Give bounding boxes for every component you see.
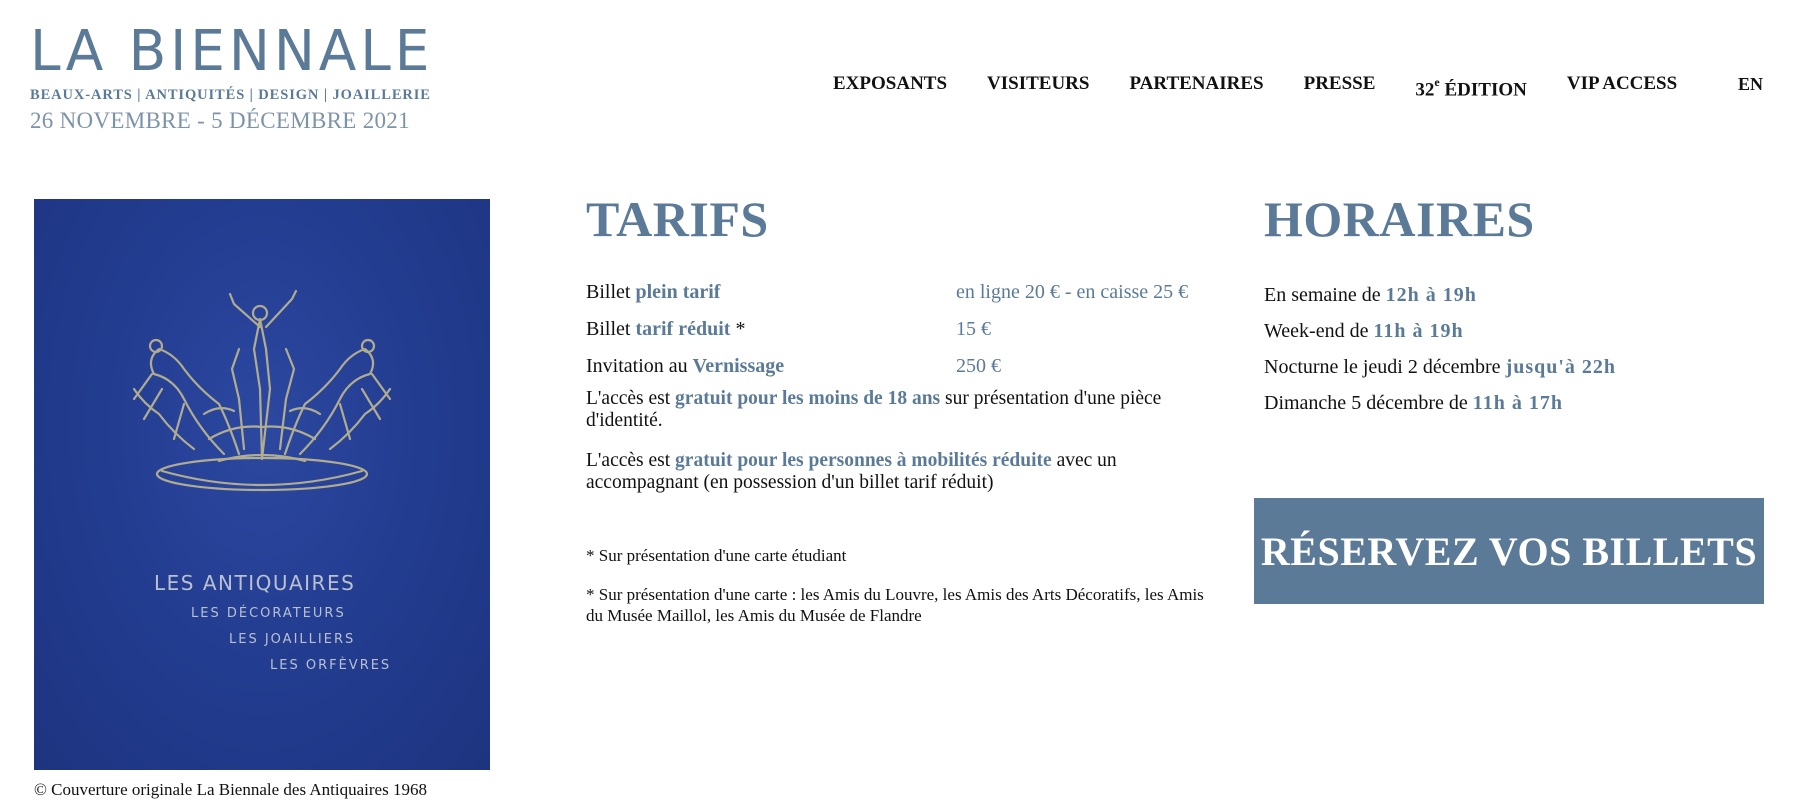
tarif-price: 250 €	[956, 355, 1001, 377]
tarif-prefix: Billet	[586, 281, 636, 303]
logo-title: LA BIENNALE	[30, 19, 434, 84]
note-student: * Sur présentation d'une carte étudiant	[586, 546, 847, 565]
cover-image	[34, 199, 490, 770]
hours-time: jusqu'à 22h	[1505, 356, 1617, 378]
para-suffix: sur présentation d'une pièce d'identité.	[586, 388, 1162, 431]
tarif-price: en ligne 20 € - en caisse 25 €	[956, 281, 1189, 303]
hours-time: 12h à 19h	[1385, 284, 1477, 306]
para-prefix: L'accès est	[586, 450, 676, 471]
nav-item-partenaires[interactable]: PARTENAIRES	[1129, 73, 1264, 94]
nav-item-vip-access[interactable]: VIP ACCESS	[1566, 73, 1678, 94]
hours-time: 11h à 17h	[1472, 392, 1563, 414]
para-prefix: L'accès est	[586, 388, 676, 409]
tarif-prefix: Billet	[586, 318, 636, 340]
hours-prefix: En semaine de	[1264, 284, 1386, 306]
tarif-emphasis: plein tarif	[635, 281, 721, 303]
free-access-reduced-mobility	[586, 450, 1206, 494]
horaires-title: HORAIRES	[1264, 191, 1535, 247]
language-switch[interactable]: EN	[1738, 74, 1764, 94]
tarif-emphasis: tarif réduit	[635, 318, 731, 340]
cover-line-3: LES JOAILLIERS	[229, 632, 356, 647]
tarif-label	[586, 279, 720, 305]
site-logo[interactable]	[30, 19, 434, 134]
para-emphasis: gratuit pour les moins de 18 ans	[675, 388, 941, 409]
hours-prefix: Nocturne le jeudi 2 décembre	[1264, 356, 1506, 378]
main-nav	[833, 72, 1717, 102]
hours-time: 11h à 19h	[1373, 320, 1464, 342]
logo-subtitle: BEAUX-ARTS | ANTIQUITÉS | DESIGN | JOAILLERIE	[30, 87, 431, 103]
nav-item-presse[interactable]: PRESSE	[1303, 73, 1376, 94]
book-tickets-button[interactable]: RÉSERVEZ VOS BILLETS	[1254, 498, 1764, 604]
cover-line-4: LES ORFÈVRES	[270, 658, 392, 673]
cover-caption: © Couverture originale La Biennale des Antiquaires 1968	[34, 780, 427, 799]
free-access-minors	[586, 388, 1206, 432]
nav-item-visiteurs[interactable]: VISITEURS	[987, 73, 1090, 94]
hours-row	[1264, 318, 1464, 344]
nav-edition-number: 32	[1415, 79, 1435, 101]
hours-prefix: Dimanche 5 décembre de	[1264, 392, 1473, 414]
tarifs-title: TARIFS	[586, 191, 769, 247]
sculpture-illustration	[34, 199, 490, 770]
hours-row	[1264, 354, 1616, 380]
hours-prefix: Week-end de	[1264, 320, 1374, 342]
para-suffix: avec un accompagnant (en possession d'un billet tarif réduit)	[586, 450, 1117, 493]
tarif-label	[586, 353, 784, 379]
nav-edition-label: ÉDITION	[1439, 79, 1527, 101]
nav-item-edition[interactable]	[1415, 72, 1526, 102]
cover-line-2: LES DÉCORATEURS	[191, 606, 346, 621]
cover-line-1: LES ANTIQUAIRES	[154, 571, 356, 595]
note-amis: * Sur présentation d'une carte : les Amis du Louvre, les Amis des Arts Décoratifs, les Amis du Musée Maillol, les Amis du Musée de Flandre	[586, 585, 1204, 625]
tarif-suffix: *	[730, 318, 746, 340]
para-emphasis: gratuit pour les personnes à mobilités réduite	[675, 450, 1052, 471]
hours-row	[1264, 390, 1563, 416]
event-dates: 26 NOVEMBRE - 5 DÉCEMBRE 2021	[30, 108, 410, 133]
tarif-prefix: Invitation au	[586, 355, 693, 377]
hours-row	[1264, 282, 1477, 308]
tarif-price: 15 €	[956, 318, 991, 340]
tarif-emphasis: Vernissage	[692, 355, 785, 377]
tarif-label	[586, 316, 745, 342]
nav-item-exposants[interactable]: EXPOSANTS	[833, 73, 948, 94]
nav-edition-sup: e	[1434, 75, 1440, 89]
